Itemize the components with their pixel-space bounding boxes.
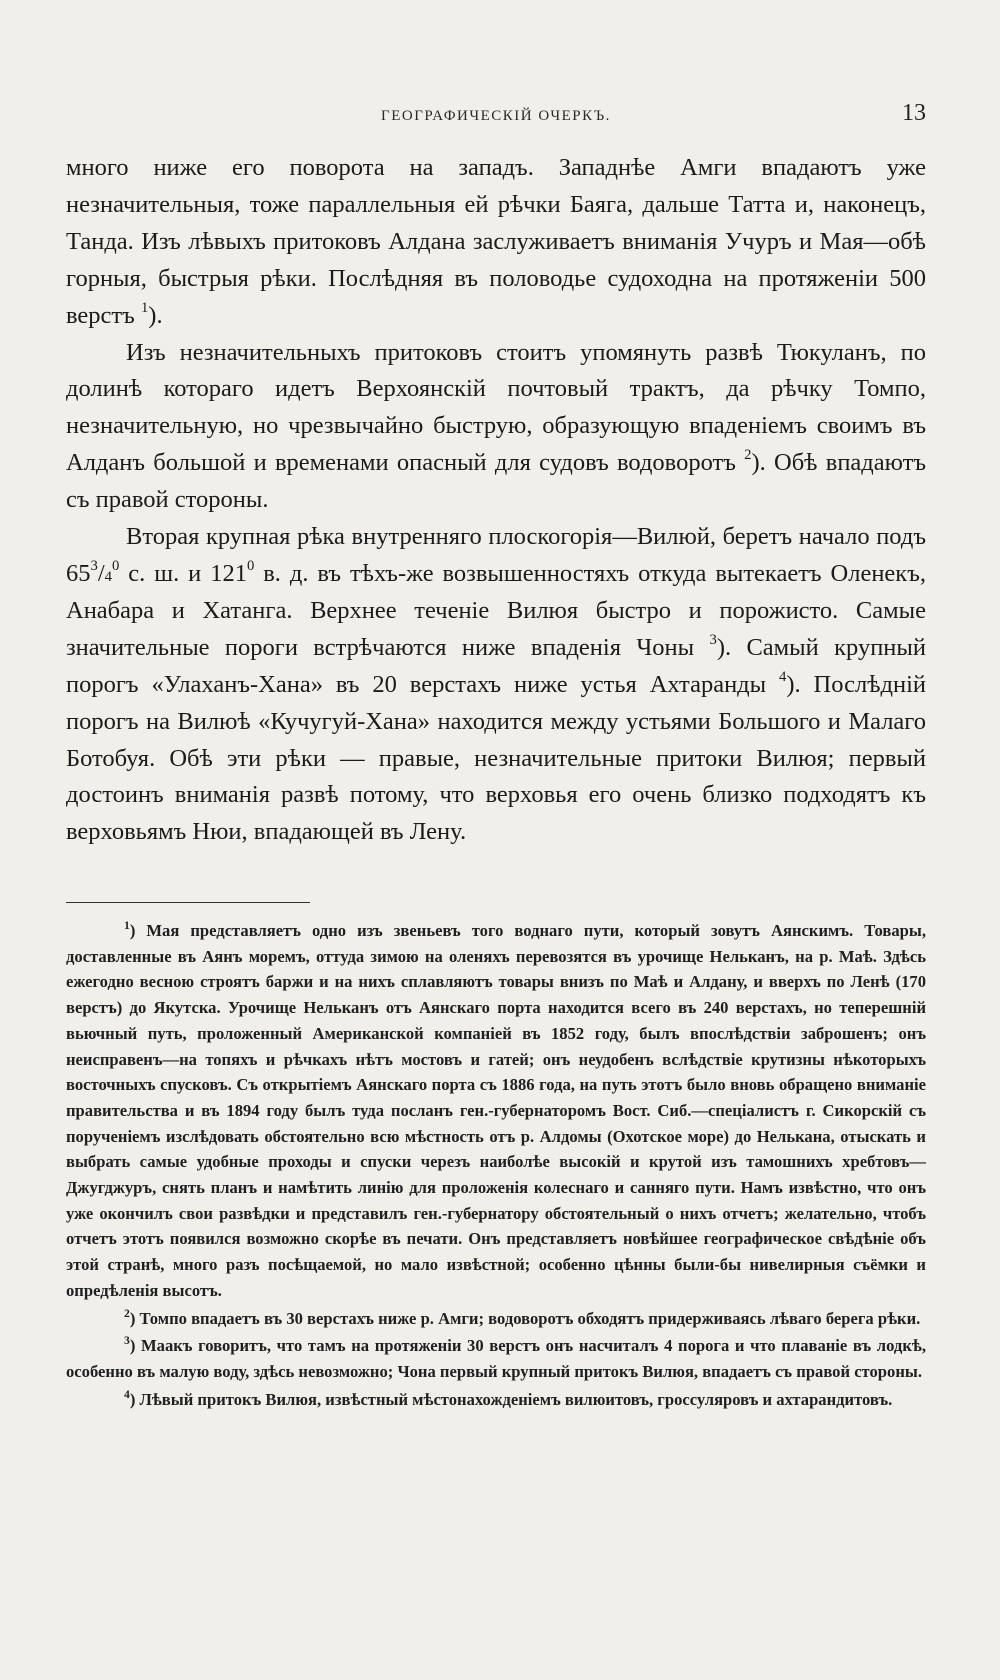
paragraph-3: [66, 519, 926, 851]
paragraph-2-text-b: ). Обѣ впадаютъ съ правой стороны.: [66, 449, 926, 514]
footnote-ref-2: 2: [744, 447, 752, 464]
paragraph-3-text-e: ). Послѣдній порогъ на Вилюѣ «Кучугуй-Хана» находится между устьями Большого и Малаго Ботобуя. Обѣ эти рѣки — правые, незначительные притоки Вилюя; первый достоинъ вниманія развѣ потому, что верховья его очень близко подходятъ къ верховьямъ Нюи, впадающей въ Лену.: [66, 670, 926, 846]
footnote-4-text: ) Лѣвый притокъ Вилюя, извѣстный мѣстонахожденіемъ вилюитовъ, гроссуляровъ и ахтарандитовъ.: [129, 1389, 893, 1409]
paragraph-3-text-c: в. д. въ тѣхъ-же возвышенностяхъ откуда вытекаетъ Оленекъ, Анабара и Хатанга. Верхнее теченіе Вилюя быстро и порожисто. Самые значительные пороги встрѣчаются ниже впаденія Чоны: [66, 559, 927, 661]
footnotes: [66, 918, 926, 1414]
fraction-numerator: 3: [90, 557, 98, 574]
paragraph-3-text-b: с. ш. и 121: [119, 559, 247, 587]
footnote-3: [66, 1333, 926, 1384]
paragraph-1-text-b: ).: [148, 301, 163, 329]
paragraph-2-text-a: Изъ незначительныхъ притоковъ стоитъ упомянуть развѣ Тюкуланъ, по долинѣ котораго идетъ Верхоянскій почтовый трактъ, да рѣчку Томпо, незначительную, но чрезвычайно быструю, образующую впаденіемъ своимъ въ Алданъ большой и временами опасный для судовъ водоворотъ: [66, 338, 926, 477]
footnote-divider: [66, 902, 310, 903]
fraction-slash: /: [97, 559, 105, 587]
running-title: ГЕОГРАФИЧЕСКІЙ ОЧЕРКЪ.: [381, 108, 611, 124]
footnote-4-mark: 4: [124, 1387, 130, 1401]
footnote-4: [66, 1387, 926, 1413]
degree-mark-2: 0: [246, 557, 255, 574]
footnote-1: [66, 918, 926, 1304]
paragraph-1: [66, 150, 926, 335]
paragraph-1-text-a: много ниже его поворота на западъ. Западнѣе Амги впадаютъ уже незначительныя, тоже параллельныя ей рѣчки Баяга, дальше Татта и, наконецъ, Танда. Изъ лѣвыхъ притоковъ Алдана заслуживаетъ вниманія Учуръ и Мая—обѣ горныя, быстрыя рѣки. Послѣдняя въ половодье судоходна на протяженіи 500 верстъ: [66, 154, 926, 329]
footnote-3-text: ) Маакъ говоритъ, что тамъ на протяженіи 30 верстъ онъ насчиталъ 4 порога и что плаваніе въ лодкѣ, особенно въ малую воду, здѣсь невозможно; Чона первый крупный притокъ Вилюя, впадаетъ съ правой стороны.: [66, 1336, 926, 1381]
page-number: 13: [902, 100, 926, 126]
degree-mark-1: 0: [112, 557, 120, 574]
main-text: [66, 150, 926, 851]
fraction-denominator: 4: [104, 568, 112, 585]
footnote-2: [66, 1306, 926, 1332]
footnote-ref-4: 4: [779, 668, 787, 685]
running-head: [66, 102, 926, 132]
footnote-2-mark: 2: [124, 1306, 130, 1320]
footnote-1-mark: 1: [124, 919, 130, 933]
paragraph-2: [66, 335, 926, 520]
footnote-3-mark: 3: [124, 1334, 130, 1348]
paragraph-3-text-a: Вторая крупная рѣка внутренняго плоскогорія—Вилюй, беретъ начало подъ 65: [66, 523, 926, 587]
footnote-ref-3: 3: [709, 631, 717, 648]
footnote-2-text: ) Томпо впадаетъ въ 30 верстахъ ниже р. Амги; водоворотъ обходятъ придерживаясь лѣваго берега рѣки.: [129, 1308, 921, 1328]
footnote-ref-1: 1: [140, 299, 149, 316]
paragraph-3-text-d: ). Самый крупный порогъ «Улаханъ-Хана» въ 20 верстахъ ниже устья Ахтаранды: [66, 633, 926, 698]
footnote-1-text: ) Мая представляетъ одно изъ звеньевъ того воднаго пути, который зовутъ Аянскимъ. Товары, доставленные въ Аянъ моремъ, оттуда зимою на оленяхъ перевозятся въ урочище Нельканъ, на р. Маѣ. Здѣсь ежегодно весною строятъ баржи и на нихъ сплавляютъ товары внизъ по Маѣ и Алдану, и вверхъ по Ленѣ (170 верстъ) до Якутска. Урочище Нельканъ отъ Аянскаго порта находится всего въ 240 верстахъ, но теперешній вьючный путь, проложенный Американской компаніей въ 1852 году, былъ впослѣдствіи заброшенъ; онъ неисправенъ—на топяхъ и рѣчкахъ нѣтъ мостовъ и гатей; онъ неудобенъ вслѣдствіе крутизны нѣкоторыхъ восточныхъ спусковъ. Съ открытіемъ Аянскаго порта съ 1886 года, на путь этотъ было вновь обращено вниманіе правительства и въ 1894 году былъ туда посланъ ген.-губернаторомъ Вост. Сиб.—спеціалистъ г. Сикорскій съ порученіемъ изслѣдовать обстоятельно всю мѣстность отъ р. Алдомы (Охотское море) до Нелькана, отыскать и выбрать самые удобные проходы и спуски черезъ наиболѣе высокій и крутой изъ тамошнихъ хребтовъ—Джугджуръ, снять планъ и намѣтить линію для проложенія колеснаго и санняго пути. Намъ извѣстно, что онъ уже окончилъ свои развѣдки и представилъ ген.-губернатору обстоятельный о нихъ отчетъ; желательно, чтобъ отчетъ этотъ появился возможно скорѣе въ печати. Онъ представляетъ новѣйшее географическое свѣдѣніе объ этой странѣ, много разъ посѣщаемой, но мало извѣстной; особенно цѣнны были-бы нивелирныя съёмки и опредѣленія высотъ.: [66, 921, 926, 1300]
